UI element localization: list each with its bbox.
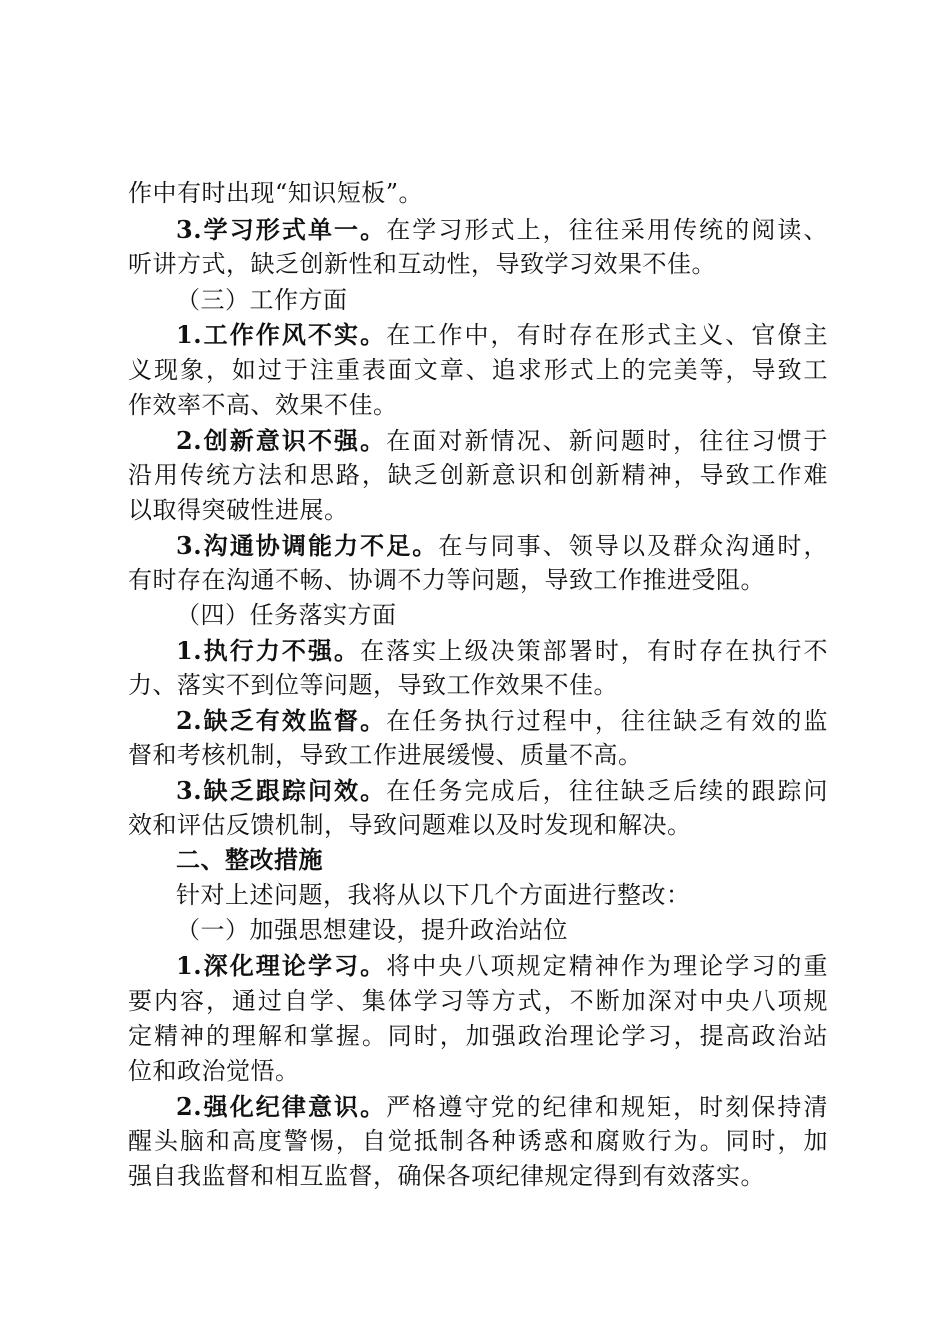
paragraph-heading-line: 1.深化理论学习。将中央八项规定精神作为理论学习的重 [176,951,828,980]
text-line: 作中有时出现“知识短板”。 [128,179,424,207]
paragraph-heading-line: 1.工作作风不实。在工作中，有时存在形式主义、官僚主 [176,320,828,349]
text-line: 力、落实不到位等问题，导致工作效果不佳。 [128,671,618,699]
paragraph-heading-line: 3.学习形式单一。在学习形式上，往往采用传统的阅读、 [176,215,828,244]
paragraph-heading-line: 3.沟通协调能力不足。在与同事、领导以及群众沟通时， [176,531,829,560]
paragraph-heading-line: 2.强化纪律意识。严格遵守党的纪律和规矩，时刻保持清 [176,1092,828,1121]
text-line: 定精神的理解和掌握。同时，加强政治理论学习，提高政治站 [128,1022,828,1050]
text-line: 醒头脑和高度警惕，自觉抵制各种诱惑和腐败行为。同时，加 [128,1127,828,1155]
text-line: 强自我监督和相互监督，确保各项纪律规定得到有效落实。 [128,1162,765,1190]
text-line: 听讲方式，缺乏创新性和互动性，导致学习效果不佳。 [128,250,716,278]
text-line: 效和评估反馈机制，导致问题难以及时发现和解决。 [128,811,692,839]
text-line: 义现象，如过于注重表面文章、追求形式上的完美等，导致工 [128,356,828,384]
section-heading: （一）加强思想建设，提升政治站位 [176,916,568,944]
text-line: 以取得突破性进展。 [128,496,349,524]
text-line: 要内容，通过自学、集体学习等方式，不断加深对中央八项规 [128,987,828,1015]
text-line: 针对上述问题，我将从以下几个方面进行整改： [176,881,691,909]
paragraph-heading-line: 3.缺乏跟踪问效。在任务完成后，往往缺乏后续的跟踪问 [176,776,828,805]
chapter-heading: 二、整改措施 [176,845,323,874]
section-heading: （四）任务落实方面 [176,601,397,629]
text-line: 督和考核机制，导致工作进展缓慢、质量不高。 [128,741,643,769]
paragraph-heading-line: 2.创新意识不强。在面对新情况、新问题时，往往习惯于 [176,426,828,455]
text-line: 沿用传统方法和思路，缺乏创新意识和创新精神，导致工作难 [128,461,828,489]
text-line: 有时存在沟通不畅、协调不力等问题，导致工作推进受阻。 [128,566,765,594]
paragraph-heading-line: 1.执行力不强。在落实上级决策部署时，有时存在执行不 [176,636,828,665]
text-line: 作效率不高、效果不佳。 [128,391,398,419]
text-line: 位和政治觉悟。 [128,1057,300,1085]
paragraph-heading-line: 2.缺乏有效监督。在任务执行过程中，往往缺乏有效的监 [176,706,828,735]
section-heading: （三）工作方面 [176,286,348,314]
